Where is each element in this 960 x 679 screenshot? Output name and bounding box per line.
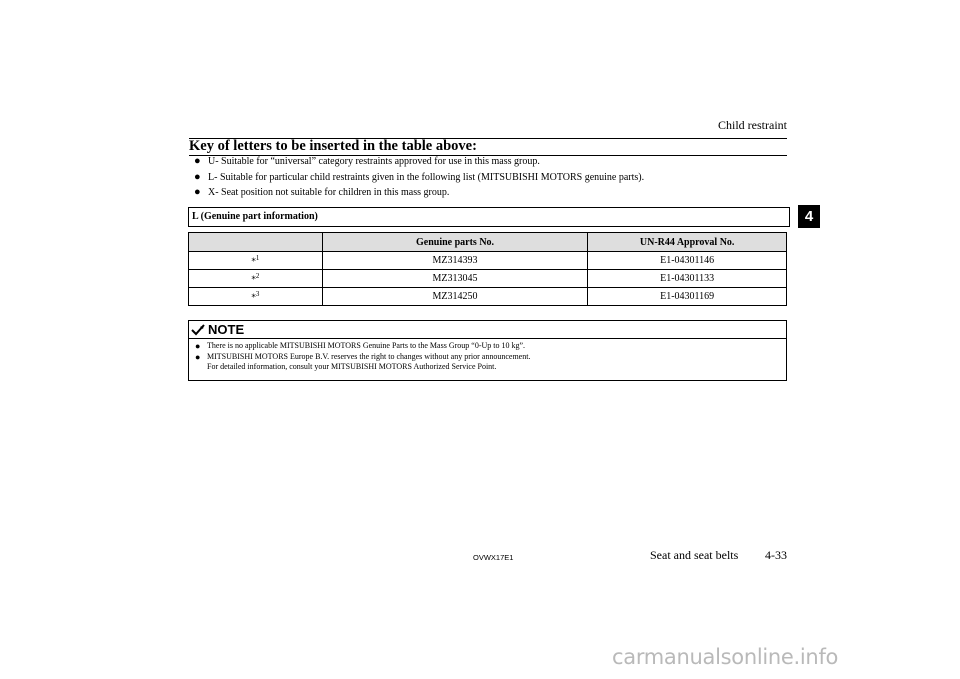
chapter-tab: 4 [798,205,820,228]
header-approval: UN-R44 Approval No. [588,233,787,252]
bullet-icon: ● [195,341,201,351]
row-mark: *$^2$ [189,270,323,288]
watermark-text: carmanualsonline.info [612,645,839,669]
list-item [195,341,530,352]
note-list [195,341,530,373]
table-row [189,252,787,270]
list-item [195,352,530,373]
row-mark: *$^1$ [189,252,323,270]
table-row [189,288,787,306]
approval-number: E1-04301146 [588,252,787,270]
key-letters-list [194,154,644,201]
list-item-text: U- Suitable for “universal” category restraints approved for use in this mass group. [208,156,540,167]
part-number: MZ314250 [322,288,588,306]
table-row [189,270,787,288]
footer-section-name: Seat and seat belts [650,548,739,562]
page-number: 4-33 [765,548,787,562]
note-divider [189,338,786,339]
list-item [194,185,644,201]
part-number: MZ313045 [322,270,588,288]
bullet-icon: ● [194,170,201,183]
genuine-part-info-box: L (Genuine part information) [188,207,790,227]
bullet-icon: ● [194,186,201,198]
note-item-text: MITSUBISHI MOTORS Europe B.V. reserves the right to changes without any prior announcement. For detailed information, consult your MITSUBISHI MOTORS Authorized Service Point. [207,351,531,371]
pencil-check-icon [191,324,206,336]
table-header-row [189,233,787,252]
header-blank [189,233,323,252]
row-mark: *$^3$ [189,288,323,306]
list-item [194,154,644,170]
section-heading: Key of letters to be inserted in the table above: [189,138,787,156]
note-box [188,320,787,381]
list-item-text: X- Seat position not suitable for children in this mass group. [208,187,450,198]
part-number: MZ314393 [322,252,588,270]
list-item-text: L- Suitable for particular child restraints given in the following list (MITSUBISHI MOTORS genuine parts). [208,171,645,183]
header-section-title: Child restraint [718,118,787,132]
document-code: OVWX17E1 [473,553,514,562]
bullet-icon: ● [194,155,201,167]
approval-number: E1-04301133 [588,270,787,288]
note-item-text: There is no applicable MITSUBISHI MOTORS Genuine Parts to the Mass Group “0-Up to 10 kg”. [207,341,526,350]
approval-number: E1-04301169 [588,288,787,306]
note-title: NOTE [208,322,245,337]
bullet-icon: ● [195,351,201,362]
header-genuine-parts: Genuine parts No. [322,233,588,252]
genuine-parts-table [188,232,787,306]
list-item [194,170,644,186]
note-header [191,321,244,338]
